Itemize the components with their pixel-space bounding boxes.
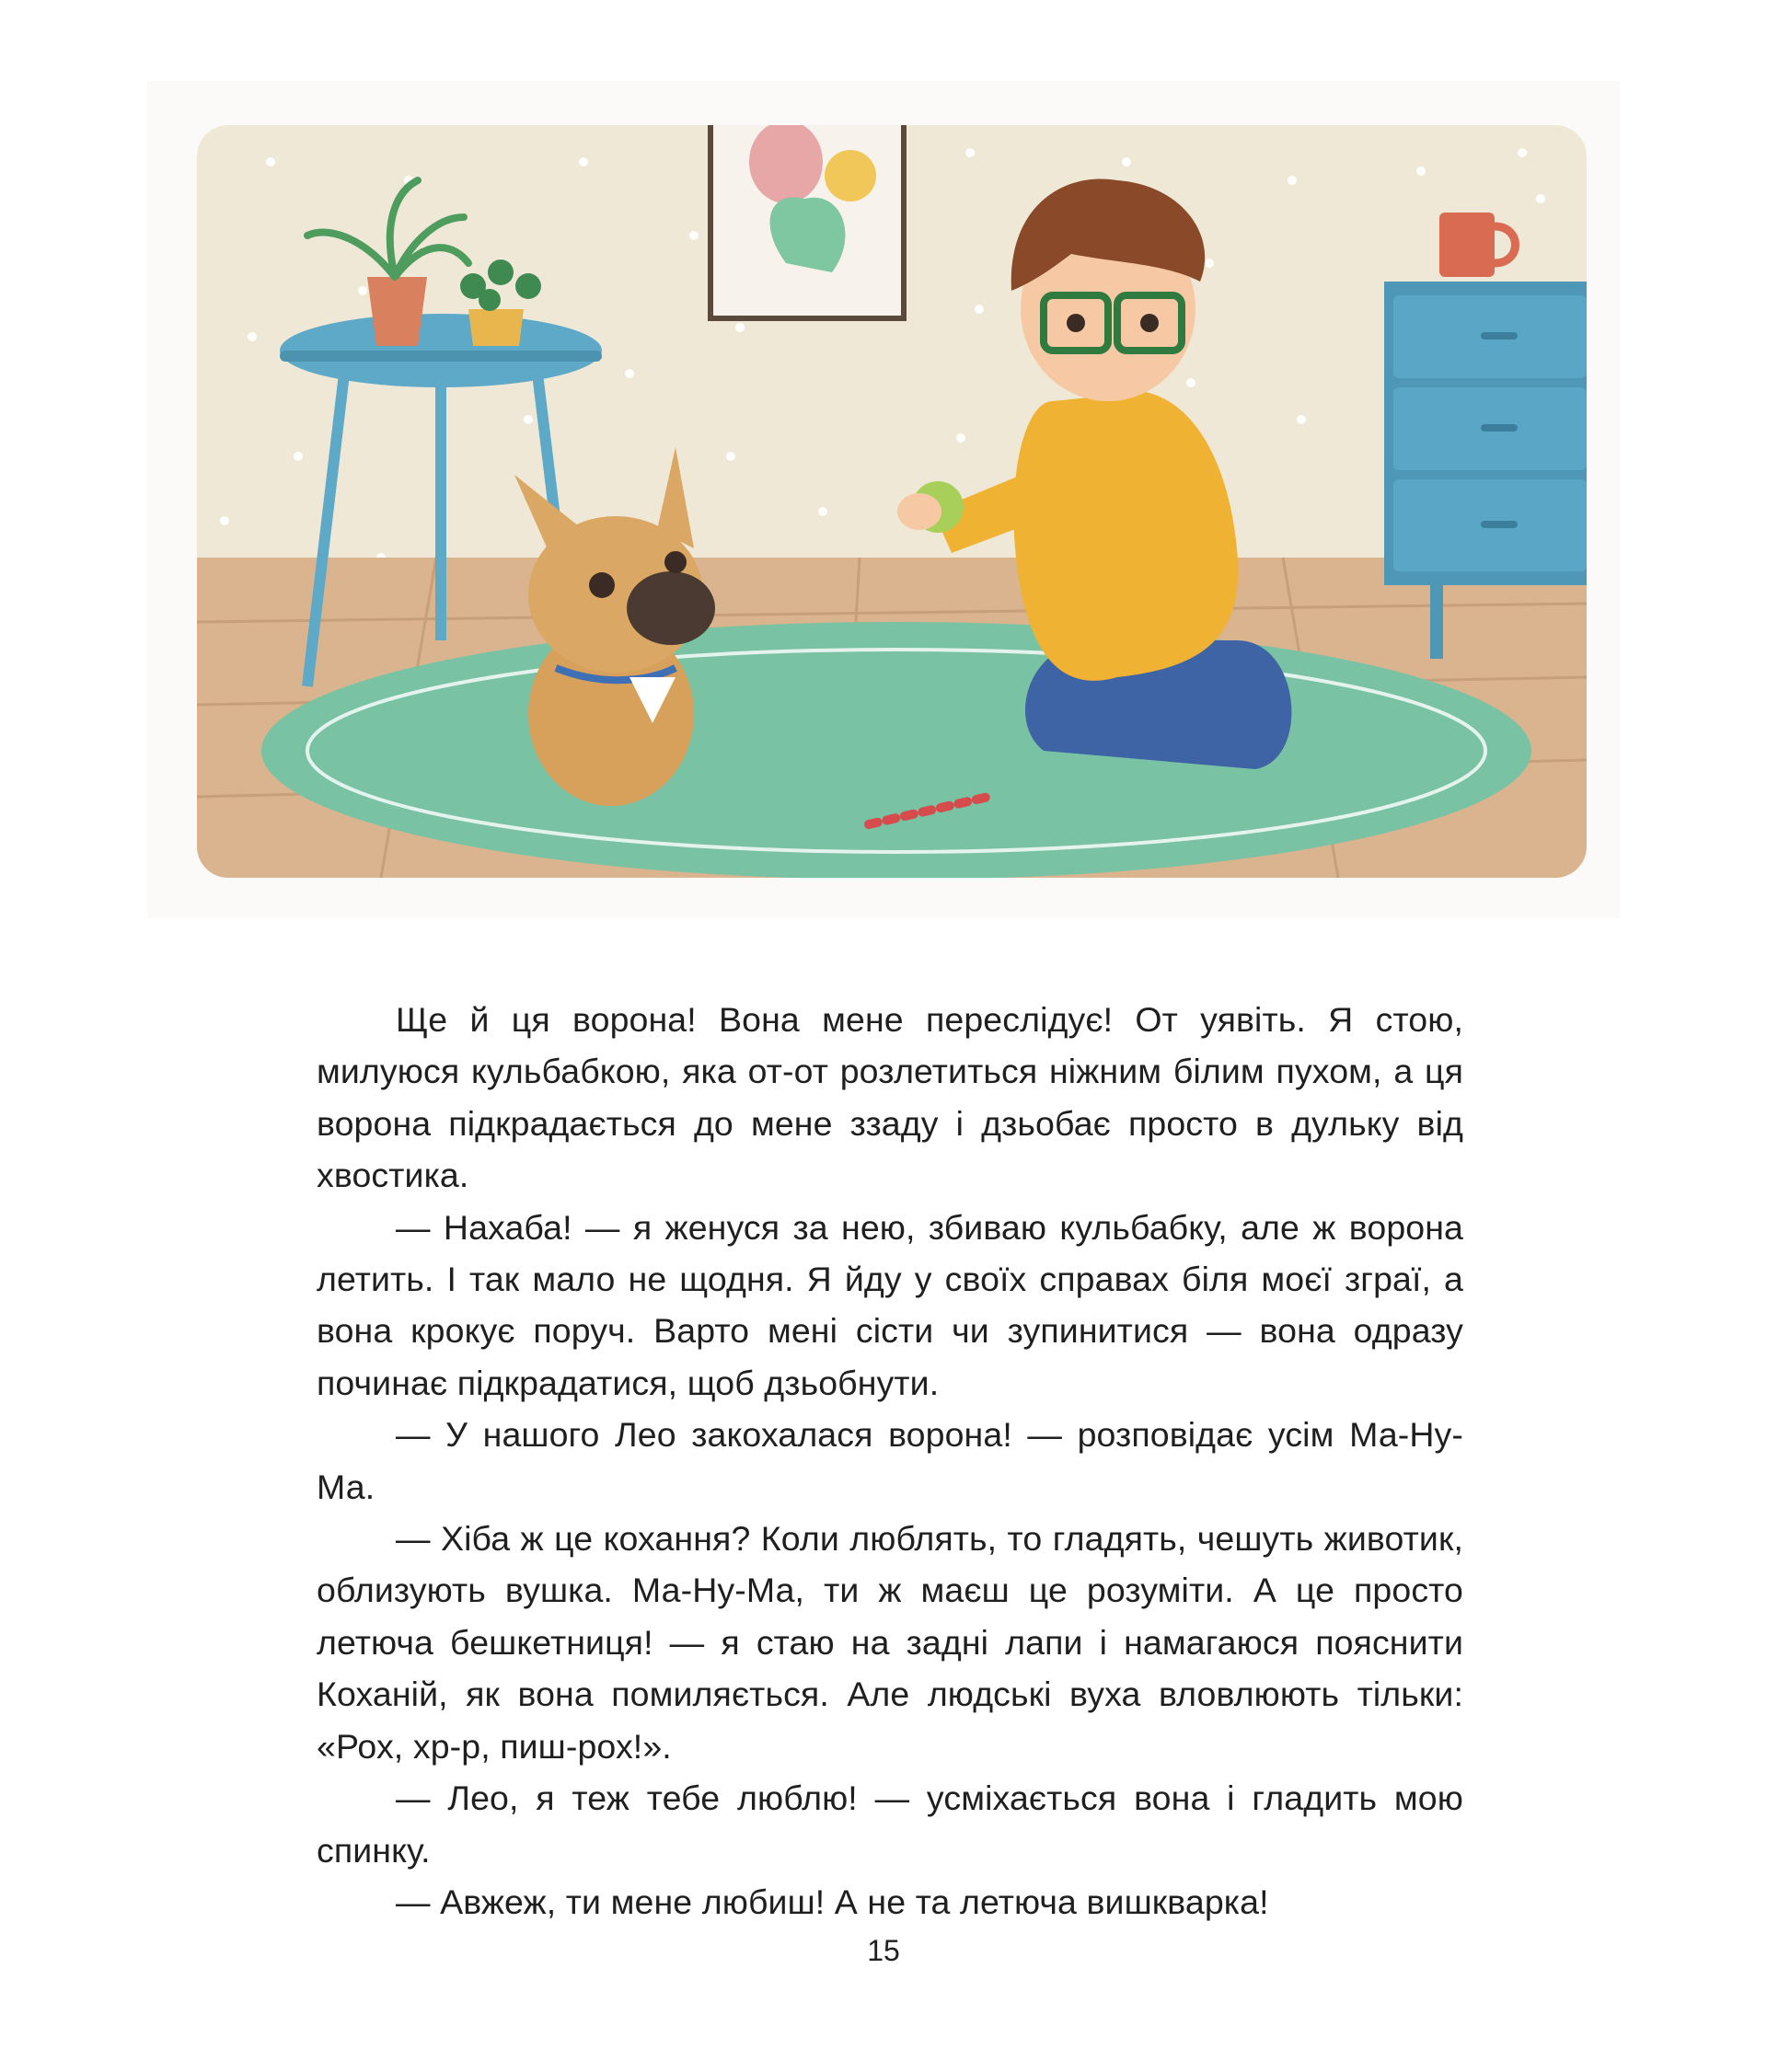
rug-icon <box>261 622 1531 878</box>
illustration-scene <box>197 125 1587 878</box>
paragraph: — Авжеж, ти мене любиш! А не та летюча вишкварка! <box>396 1882 1269 1921</box>
page-number: 15 <box>867 1934 900 1967</box>
paragraph: — Нахаба! — я женуся за нею, збиваю кульбабку, але ж ворона летить. І так мало не щодня. Я йду у своїх справах біля моєї зграї, а вона крокує поруч. Варто мені сісти чи зупинитися — вона одразу починає підкрадатися, щоб дзьобнути. <box>317 1207 1463 1402</box>
picture-frame-icon <box>710 125 904 318</box>
paragraph: — Хіба ж це кохання? Коли люблять, то гладять, чешуть животик, облизують вушка. Ма-Ну-Ма, ти ж маєш це розуміти. А це просто летюча бешкетниця! — я стаю на задні лапи і намагаюся пояснити Коханій, як вона помиляється. Але людські вуха вловлюють тільки: «Рох, хр-р, пиш-рох!». <box>317 1519 1463 1766</box>
paragraph: — У нашого Лео закохалася ворона! — розповідає усім Ма-Ну-Ма. <box>317 1415 1463 1506</box>
story-text <box>317 994 1463 1928</box>
paragraph: Ще й ця ворона! Вона мене переслідує! От уявіть. Я стою, милуюся кульбабкою, яка от-от розлетиться ніжним білим пухом, а ця ворона підкрадається до мене ззаду і дзьобає просто в дульку від хвостика. <box>317 1000 1463 1195</box>
paragraph: — Лео, я теж тебе люблю! — усміхається вона і гладить мою спинку. <box>317 1778 1463 1870</box>
illustration <box>147 81 1620 918</box>
